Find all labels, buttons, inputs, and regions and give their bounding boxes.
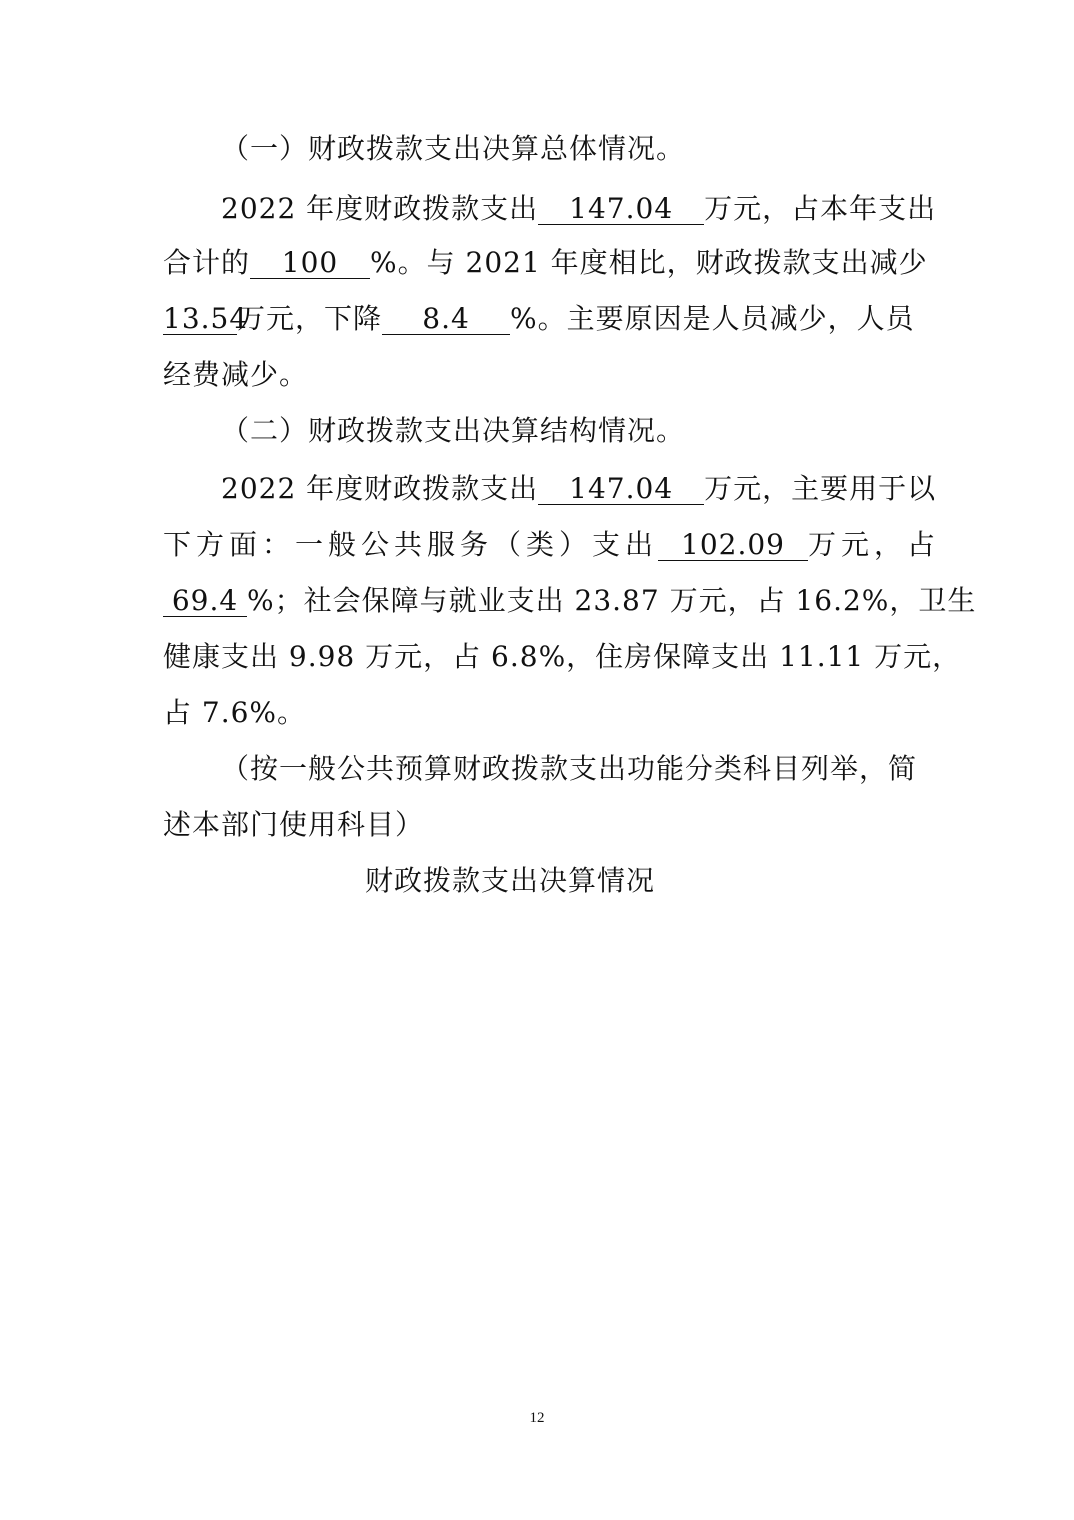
table-caption: 财政拨款支出决算情况: [364, 864, 655, 897]
section-2-paragraph-line-4: 健康支出 9.98 万元，占 6.8%，住房保障支出 11.11 万元，: [163, 640, 962, 673]
general-public-services-percent: 69.4: [163, 586, 247, 617]
section-2-paragraph-line-1: [163, 460, 937, 518]
text-segment: %。主要原因是人员减少，人员: [510, 302, 915, 335]
text-segment: %。与 2021 年度相比，财政拨款支出减少: [370, 246, 928, 279]
section-2-paragraph-line-5: 占 7.6%。: [163, 696, 307, 729]
note-line-2: 述本部门使用科目）: [163, 808, 425, 841]
text-segment: 2022 年度财政拨款支出: [221, 192, 539, 225]
total-expenditure-value: 147.04: [538, 194, 704, 225]
text-segment: 合计的: [163, 246, 251, 279]
general-public-services-value: 102.09: [658, 530, 808, 561]
section-1-paragraph-line-3: [163, 290, 915, 348]
text-segment: 万元，下降: [237, 302, 383, 335]
text-segment: %；社会保障与就业支出 23.87 万元，占 16.2%，卫生: [247, 584, 977, 617]
section-1-paragraph-line-1: [163, 180, 937, 238]
text-segment: 万元，主要用于以: [704, 472, 937, 505]
section-1-paragraph-line-4: 经费减少。: [163, 358, 309, 391]
note-line-1: （按一般公共预算财政拨款支出功能分类科目列举，简: [221, 752, 918, 785]
page-number: 12: [529, 1410, 545, 1426]
section-1-heading: （一）财政拨款支出决算总体情况。: [221, 132, 686, 165]
text-segment: 2022 年度财政拨款支出: [221, 472, 539, 505]
section-2-paragraph-line-2: [163, 516, 941, 574]
section-2-heading: （二）财政拨款支出决算结构情况。: [221, 414, 686, 447]
text-segment: 下方面：一般公共服务（类）支出: [163, 528, 659, 561]
section-2-paragraph-line-3: [163, 572, 977, 630]
total-expenditure-value: 147.04: [538, 474, 704, 505]
section-1-paragraph-line-2: [163, 234, 928, 292]
share-of-total-value: 100: [250, 248, 370, 279]
decrease-percent-value: 8.4: [382, 304, 510, 335]
text-segment: 万元，占: [808, 528, 941, 561]
decrease-amount-value: 13.54: [163, 302, 249, 335]
text-segment: 万元，占本年支出: [704, 192, 937, 225]
